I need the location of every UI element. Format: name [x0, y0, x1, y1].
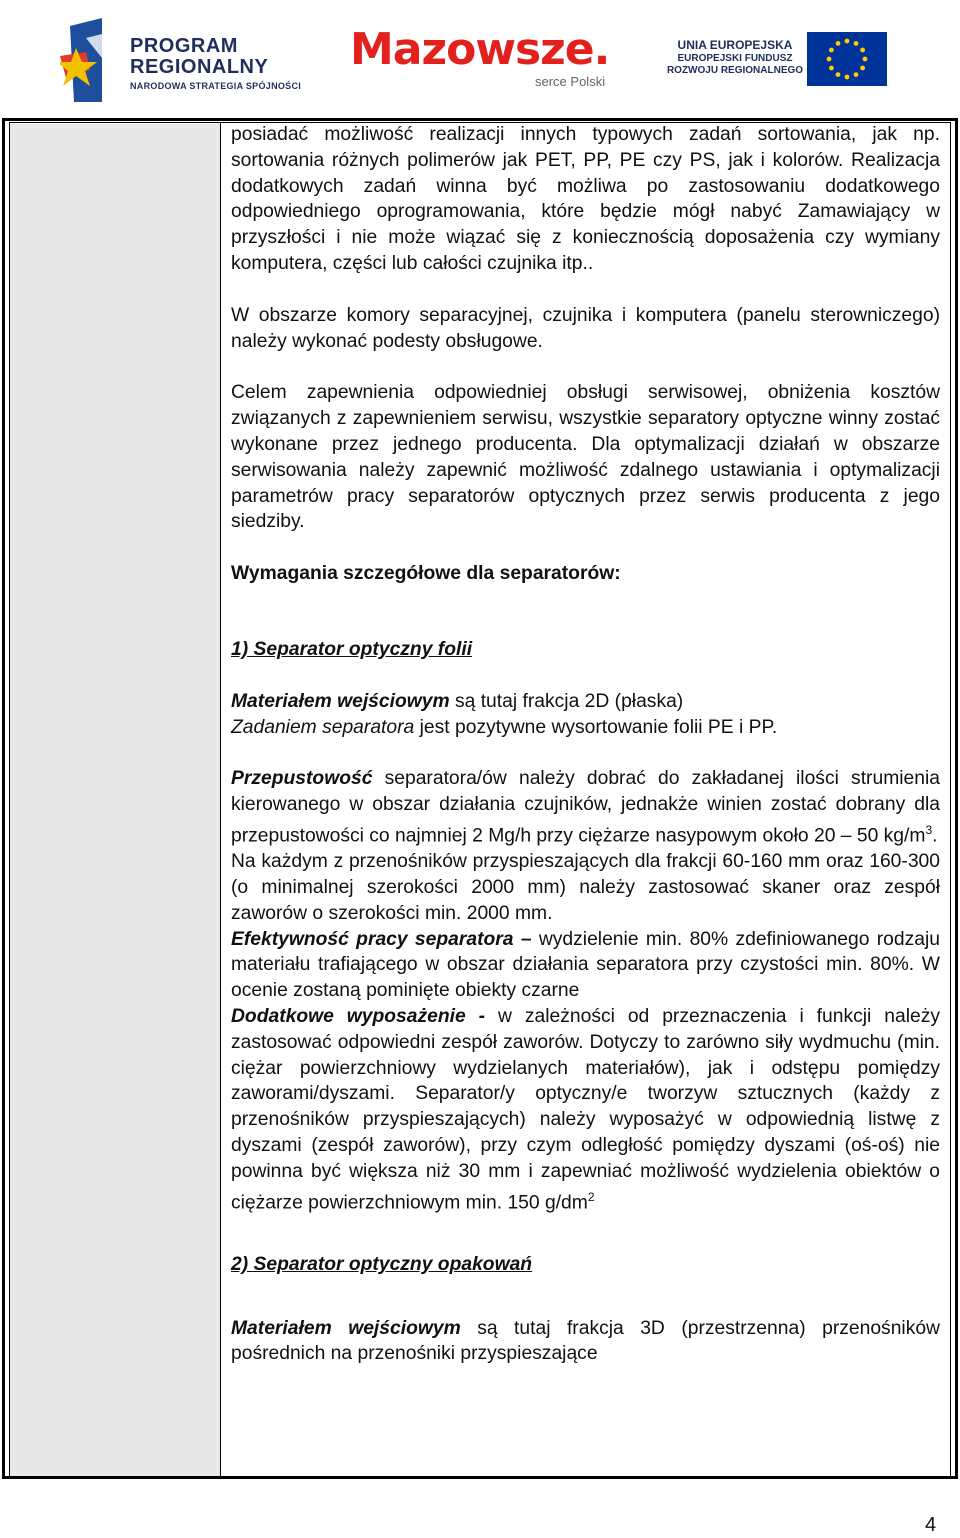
s1-efficiency-paragraph: [231, 927, 940, 1004]
s1-flow-sup: 3: [925, 822, 933, 837]
section-1-heading: 1) Separator optyczny folii: [231, 638, 473, 660]
s1-flow-label: Przepustowość: [231, 768, 373, 790]
s1-extra-text: w zależności od przeznaczenia i funkcji należy zastosować odpowiedni zespół zaworów. Dotyczy to zarówno siły wydmuchu (min. ciężar powierzchniowy wydzielanych materiałów), jak i odstępu pomiędzy zaworami/dyszami. Separator/y optyczny/e tworzyw sztucznych (każdy z przenośników przyspieszających) należy wyposażyć w odpowiednią listwę z dyszami (zespół zaworów), przy czym odległość pomiędzy dyszami (oś-oś) nie powinna być większa niż 30 mm i zapewniać możliwość wydzielenia obiektów o ciężarze powierzchniowym min. 150 g/dm: [231, 1005, 940, 1213]
table-border-top: [2, 118, 958, 121]
s1-input-label: Materiałem wejściowym: [231, 690, 450, 712]
paragraph-sorting-tasks: posiadać możliwość realizacji innych typowych zadań sortowania, jak np. sortowania różnych polimerów jak PET, PP, PE czy PS, jak i kolorów. Realizacja dodatkowych zadań winna być możliwa po zastosowaniu dodatkowego odpowiedniego oprogramowania, które będzie mógł nabyć Zamawiający w przyszłości i nie może wiązać się z koniecznością doposażenia czy wymiany komputera, części lub całości czujnika itp..: [231, 124, 940, 274]
table-border-left: [2, 118, 5, 1479]
s1-efficiency-text: wydzielenie min. 80% zdefiniowanego rodzaju materiału trafiającego w obszar działania separatora przy czystości min. 80%. W ocenie zostaną pominięte obiekty czarne: [231, 928, 941, 1002]
s2-input-label: Materiałem wejściowym: [231, 1317, 461, 1339]
page-number: 4: [925, 1514, 937, 1536]
s1-input-text: są tutaj frakcja 2D (płaska): [449, 690, 684, 712]
requirements-heading: Wymagania szczegółowe dla separatorów:: [231, 563, 621, 585]
mazowsze-subtitle: serce Polski: [535, 74, 606, 89]
s1-extra-paragraph: [231, 1004, 940, 1216]
s2-input-text: są tutaj frakcja 3D (przestrzenna) przenośników pośrednich na przenośniki przyspieszające: [231, 1317, 940, 1365]
s1-efficiency-label: Efektywność pracy separatora –: [231, 928, 532, 950]
eu-text: UNIA EUROPEJSKA EUROPEJSKI FUNDUSZ ROZWOJU REGIONALNEGO: [666, 38, 804, 76]
table-border-bottom: [2, 1476, 958, 1479]
table-border-right-inner: [950, 122, 951, 1476]
table-border-right: [955, 118, 958, 1479]
s1-flow-paragraph: [231, 766, 940, 849]
section-2-heading: 2) Separator optyczny opakowań: [231, 1253, 533, 1275]
s1-conveyor-paragraph: Na każdym z przenośników przyspieszających dla frakcji 60-160 mm oraz 160-300 (o minimalnej szerokości 2000 mm) należy zastosować skaner oraz zespół zaworów o szerokości min. 2000 mm.: [231, 851, 940, 924]
program-regionalny-logo: [60, 18, 320, 102]
paragraph-service: Celem zapewnienia odpowiedniej obsługi serwisowej, obniżenia kosztów związanych z zapewnieniem serwisu, wszystkie separatory optyczne winny zostać wykonane przez jednego producenta. Dla optymalizacji działań w obszarze serwisowania należy zapewnić możliwość zdalnego ustawiania i optymalizacji parametrów pracy separatorów optycznych przez serwis producenta z jego siedziby.: [231, 382, 940, 533]
table-column-divider: [220, 122, 221, 1476]
table-left-cell: [10, 124, 220, 1476]
program-regionalny-emblem-icon: [60, 18, 122, 102]
s1-input-paragraph: [231, 689, 940, 715]
program-title: PROGRAM REGIONALNY: [130, 35, 269, 78]
s1-task-text: jest pozytywne wysortowanie folii PE i PP.: [414, 716, 778, 738]
s1-flow-end: .: [932, 825, 938, 847]
s2-input-paragraph: [231, 1316, 940, 1368]
s1-flow-text: separatora/ów należy dobrać do zakładanej ilości strumienia kierowanego w obszar działania czujników, jednakże winien zostać dobrany dla przepustowości co najmniej 2 Mg/h przy ciężarze nasypowym około 20 – 50 kg/m: [231, 768, 940, 847]
program-subtitle: NARODOWA STRATEGIA SPÓJNOŚCI: [130, 81, 302, 91]
s1-extra-label: Dodatkowe wyposażenie -: [231, 1005, 486, 1027]
paragraph-platforms: W obszarze komory separacyjnej, czujnika i komputera (panelu sterowniczego) należy wykonać podesty obsługowe.: [231, 304, 940, 352]
document-content: [231, 122, 940, 1367]
s1-task-paragraph: [231, 715, 940, 741]
mazowsze-title: Mazowsze.: [350, 24, 610, 75]
eu-logo: [665, 32, 890, 88]
mazowsze-logo: [350, 24, 625, 94]
table-border-left-inner: [9, 122, 10, 1476]
s1-task-label: Zadaniem separatora: [231, 716, 415, 738]
eu-flag-icon: [807, 32, 887, 86]
s1-extra-sup: 2: [587, 1189, 595, 1204]
header-logos: [0, 0, 960, 110]
